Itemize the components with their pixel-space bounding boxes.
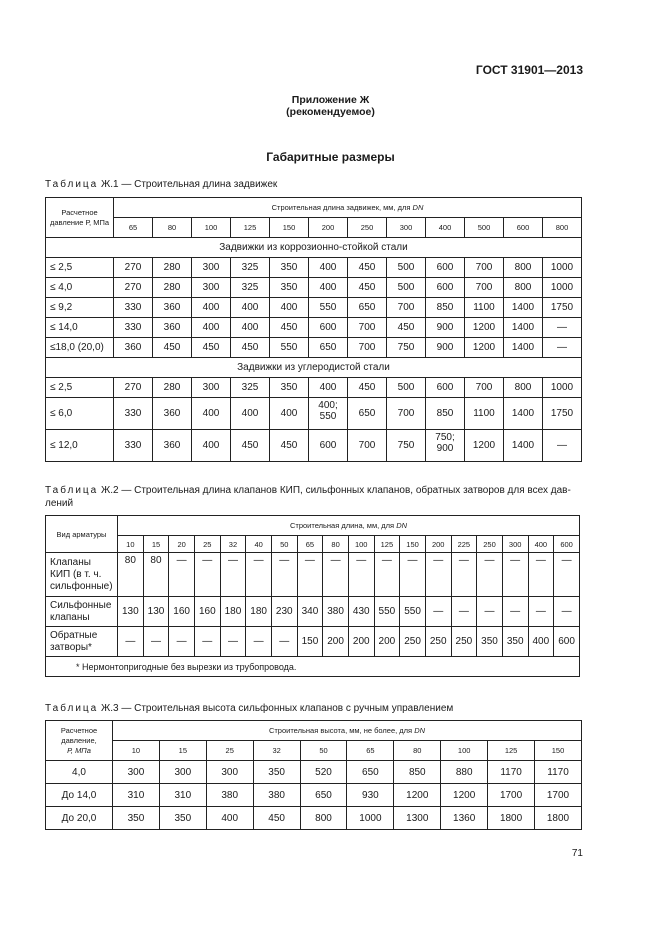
value-cell: — [554,597,580,627]
value-cell: 250 [400,627,426,657]
value-cell: 750 [387,338,426,358]
table2-dn-header: 600 [554,536,580,553]
table3-dn-header: 125 [488,741,535,761]
table2-dn-header: 50 [271,536,297,553]
value-cell: 1200 [441,784,488,807]
table-row [46,807,582,830]
value-cell: 350 [477,627,503,657]
table1-dn-header: 125 [231,218,270,238]
value-cell: 750; 900 [426,430,465,462]
value-cell: 850 [426,298,465,318]
pressure-cell: ≤18,0 (20,0) [46,338,114,358]
table-row [46,398,582,430]
table3-caption: Таблица Ж.3 — Строительная высота сильфонных клапанов с ручным управлением [45,703,454,714]
value-cell: 330 [114,318,153,338]
value-cell: 400 [192,398,231,430]
value-cell: 550 [309,298,348,318]
table2-dn-header: 65 [297,536,323,553]
table3-dn-header: 100 [441,741,488,761]
table1-span-header: Строительная длина задвижек, мм, для DN [114,198,582,218]
value-cell: — [400,553,426,597]
value-cell: — [528,597,554,627]
value-cell: 700 [348,430,387,462]
table2-dn-header: 200 [425,536,451,553]
value-cell: 1400 [504,298,543,318]
value-cell: — [323,553,349,597]
table2-dn-header: 80 [323,536,349,553]
value-cell: — [194,553,220,597]
value-cell: 200 [323,627,349,657]
table2-dn-header: 15 [143,536,169,553]
value-cell: 280 [153,378,192,398]
table-row [46,278,582,298]
value-cell: — [220,553,246,597]
value-cell: 330 [114,298,153,318]
value-cell: — [194,627,220,657]
value-cell: 1300 [394,807,441,830]
value-cell: 1750 [543,398,582,430]
table1-dn-header: 600 [504,218,543,238]
value-cell: 1000 [543,278,582,298]
value-cell: 450 [253,807,300,830]
value-cell: 500 [387,258,426,278]
table1-dn-header: 200 [309,218,348,238]
value-cell: 650 [300,784,347,807]
value-cell: 880 [441,761,488,784]
table-row [46,318,582,338]
value-cell: 800 [504,378,543,398]
value-cell: 400 [309,258,348,278]
value-cell: 550 [400,597,426,627]
value-cell: 400 [270,398,309,430]
table3-dn-header: 25 [206,741,253,761]
pressure-cell: ≤ 9,2 [46,298,114,318]
value-cell: 270 [114,258,153,278]
value-cell: 800 [504,258,543,278]
value-cell: 600 [309,318,348,338]
table-1 [45,197,582,462]
value-cell: 250 [451,627,477,657]
value-cell: 350 [270,378,309,398]
value-cell: 650 [309,338,348,358]
value-cell: 700 [348,338,387,358]
value-cell: 200 [348,627,374,657]
value-cell: 350 [253,761,300,784]
value-cell: 300 [192,378,231,398]
value-cell: 700 [387,298,426,318]
value-cell: — [477,597,503,627]
value-cell: 450 [348,258,387,278]
value-cell: 200 [374,627,400,657]
value-cell: — [169,553,195,597]
value-cell: 400 [309,278,348,298]
table3-dn-header: 32 [253,741,300,761]
value-cell: 160 [169,597,195,627]
value-cell: 1750 [543,298,582,318]
value-cell: 1400 [504,338,543,358]
table-row [46,784,582,807]
value-cell: 1200 [394,784,441,807]
value-cell: — [528,553,554,597]
table3-dn-header: 15 [159,741,206,761]
value-cell: 450 [348,278,387,298]
value-cell: 600 [426,258,465,278]
table1-dn-header: 250 [348,218,387,238]
value-cell: 400 [206,807,253,830]
value-cell: 270 [114,378,153,398]
standard-number: ГОСТ 31901—2013 [475,63,583,77]
value-cell: — [543,430,582,462]
value-cell: 280 [153,278,192,298]
value-cell: 400 [309,378,348,398]
value-cell: 1000 [543,378,582,398]
value-cell: — [451,553,477,597]
value-cell: 380 [206,784,253,807]
value-cell: 300 [206,761,253,784]
value-cell: 900 [426,318,465,338]
value-cell: — [543,318,582,338]
value-cell: — [374,553,400,597]
value-cell: 80 [118,553,144,597]
value-cell: — [502,597,528,627]
table2-dn-header: 250 [477,536,503,553]
value-cell: 280 [153,258,192,278]
value-cell: 1700 [535,784,582,807]
value-cell: 800 [504,278,543,298]
value-cell: — [169,627,195,657]
table3-dn-header: 65 [347,741,394,761]
table2-dn-header: 40 [246,536,272,553]
table2-dn-header: 10 [118,536,144,553]
pressure-cell: ≤ 2,5 [46,258,114,278]
value-cell: 900 [426,338,465,358]
table2-span-header: Строительная длина, мм, для DN [118,516,580,536]
value-cell: 360 [153,398,192,430]
table2-dn-header: 150 [400,536,426,553]
value-cell: 80 [143,553,169,597]
table1-pressure-header: Расчетное давление Р, МПа [46,198,114,238]
value-cell: 450 [231,430,270,462]
table1-dn-header: 100 [192,218,231,238]
value-cell: 380 [253,784,300,807]
table-row [46,430,582,462]
pressure-cell: 4,0 [46,761,113,784]
value-cell: 600 [426,378,465,398]
value-cell: 400 [270,298,309,318]
table1-dn-header: 65 [114,218,153,238]
value-cell: — [477,553,503,597]
value-cell: 550 [374,597,400,627]
value-cell: 1000 [543,258,582,278]
pressure-cell: ≤ 12,0 [46,430,114,462]
value-cell: 1400 [504,430,543,462]
value-cell: 350 [113,807,160,830]
table1-dn-header: 150 [270,218,309,238]
table-row [46,258,582,278]
table-row [46,338,582,358]
value-cell: 310 [159,784,206,807]
value-cell: 400; 550 [309,398,348,430]
table-row [46,597,580,627]
value-cell: — [271,627,297,657]
table1-dn-header: 500 [465,218,504,238]
table2-dn-header: 300 [502,536,528,553]
value-cell: 330 [114,398,153,430]
value-cell: 600 [426,278,465,298]
value-cell: — [502,553,528,597]
value-cell: 450 [231,338,270,358]
value-cell: 1700 [488,784,535,807]
value-cell: 350 [159,807,206,830]
pressure-cell: ≤ 14,0 [46,318,114,338]
value-cell: — [425,597,451,627]
fitting-type-cell: Клапаны КИП (в т. ч. сильфонные) [46,553,118,597]
value-cell: 360 [153,430,192,462]
value-cell: 400 [231,318,270,338]
value-cell: 350 [502,627,528,657]
value-cell: 250 [425,627,451,657]
value-cell: 450 [387,318,426,338]
value-cell: 700 [465,278,504,298]
value-cell: 300 [159,761,206,784]
table3-dn-header: 80 [394,741,441,761]
page-number: 71 [571,848,583,859]
value-cell: 600 [309,430,348,462]
value-cell: 400 [231,398,270,430]
table-row [46,627,580,657]
value-cell: 300 [192,278,231,298]
value-cell: 300 [192,258,231,278]
value-cell: 360 [153,298,192,318]
pressure-cell: ≤ 4,0 [46,278,114,298]
value-cell: 1100 [465,298,504,318]
value-cell: 325 [231,278,270,298]
value-cell: 400 [231,298,270,318]
value-cell: 800 [300,807,347,830]
table3-dn-header: 50 [300,741,347,761]
value-cell: 1400 [504,398,543,430]
value-cell: 500 [387,378,426,398]
value-cell: 400 [192,318,231,338]
value-cell: 650 [347,761,394,784]
value-cell: 1800 [488,807,535,830]
value-cell: — [271,553,297,597]
value-cell: — [297,553,323,597]
value-cell: — [554,553,580,597]
value-cell: 650 [348,298,387,318]
value-cell: 180 [220,597,246,627]
value-cell: 850 [394,761,441,784]
value-cell: 180 [246,597,272,627]
value-cell: — [220,627,246,657]
value-cell: — [118,627,144,657]
value-cell: 600 [554,627,580,657]
value-cell: 550 [270,338,309,358]
value-cell: 430 [348,597,374,627]
value-cell: 340 [297,597,323,627]
table2-dn-header: 32 [220,536,246,553]
table-3 [45,720,582,830]
section-title: Габаритные размеры [266,150,395,164]
value-cell: 1360 [441,807,488,830]
value-cell: 380 [323,597,349,627]
table-2 [45,515,580,677]
value-cell: 850 [426,398,465,430]
value-cell: 130 [118,597,144,627]
value-cell: 310 [113,784,160,807]
value-cell: — [246,553,272,597]
table1-dn-header: 300 [387,218,426,238]
value-cell: 650 [348,398,387,430]
value-cell: 1100 [465,398,504,430]
table2-dn-header: 125 [374,536,400,553]
table1-group2-title: Задвижки из углеродистой стали [46,358,582,378]
value-cell: 325 [231,378,270,398]
table2-footnote: * Нермонтопригодные без вырезки из трубопровода. [46,657,580,677]
table3-dn-header: 10 [113,741,160,761]
pressure-cell: До 20,0 [46,807,113,830]
pressure-cell: До 14,0 [46,784,113,807]
value-cell: — [348,553,374,597]
table1-dn-header: 400 [426,218,465,238]
value-cell: 1800 [535,807,582,830]
value-cell: 450 [348,378,387,398]
fitting-type-cell: Обратные затворы* [46,627,118,657]
value-cell: 130 [143,597,169,627]
pressure-cell: ≤ 6,0 [46,398,114,430]
value-cell: 360 [114,338,153,358]
value-cell: 1400 [504,318,543,338]
table-row [46,761,582,784]
table2-type-header: Вид арматуры [46,516,118,553]
value-cell: 700 [465,258,504,278]
table1-dn-header: 800 [543,218,582,238]
value-cell: 450 [153,338,192,358]
table2-dn-header: 225 [451,536,477,553]
value-cell: 1200 [465,318,504,338]
value-cell: 325 [231,258,270,278]
table1-caption: Таблица Ж.1 — Строительная длина задвижек [45,179,278,190]
value-cell: 700 [465,378,504,398]
value-cell: 750 [387,430,426,462]
value-cell: — [143,627,169,657]
value-cell: 1200 [465,338,504,358]
value-cell: — [246,627,272,657]
value-cell: 270 [114,278,153,298]
value-cell: 1170 [535,761,582,784]
fitting-type-cell: Сильфонные клапаны [46,597,118,627]
value-cell: 360 [153,318,192,338]
value-cell: 400 [192,430,231,462]
pressure-cell: ≤ 2,5 [46,378,114,398]
value-cell: 930 [347,784,394,807]
value-cell: 350 [270,258,309,278]
value-cell: 450 [192,338,231,358]
value-cell: 500 [387,278,426,298]
value-cell: 1170 [488,761,535,784]
value-cell: 700 [348,318,387,338]
value-cell: 230 [271,597,297,627]
value-cell: 350 [270,278,309,298]
table2-dn-header: 400 [528,536,554,553]
value-cell: — [425,553,451,597]
table2-dn-header: 100 [348,536,374,553]
table2-caption: Таблица Ж.2 — Строительная длина клапанов КИП, сильфонных клапанов, обратных затворов для всех дав- лений [45,485,571,509]
value-cell: 400 [192,298,231,318]
value-cell: 1200 [465,430,504,462]
table1-dn-header: 80 [153,218,192,238]
appendix-title: Приложение Ж [291,94,370,106]
value-cell: 300 [113,761,160,784]
table1-group1-title: Задвижки из коррозионно-стойкой стали [46,238,582,258]
value-cell: 150 [297,627,323,657]
table-row [46,378,582,398]
value-cell: — [543,338,582,358]
appendix-subtitle: (рекомендуемое) [286,106,375,118]
value-cell: 700 [387,398,426,430]
table3-span-header: Строительная высота, мм, не более, для DN [113,721,582,741]
table-row [46,553,580,597]
value-cell: 1000 [347,807,394,830]
table-row [46,298,582,318]
table2-dn-header: 25 [194,536,220,553]
value-cell: 520 [300,761,347,784]
table3-pressure-header: Расчетное давление, Р, МПа [46,721,113,761]
value-cell: 450 [270,318,309,338]
table2-dn-header: 20 [169,536,195,553]
value-cell: 450 [270,430,309,462]
value-cell: 160 [194,597,220,627]
value-cell: — [451,597,477,627]
table3-dn-header: 150 [535,741,582,761]
value-cell: 400 [528,627,554,657]
value-cell: 330 [114,430,153,462]
